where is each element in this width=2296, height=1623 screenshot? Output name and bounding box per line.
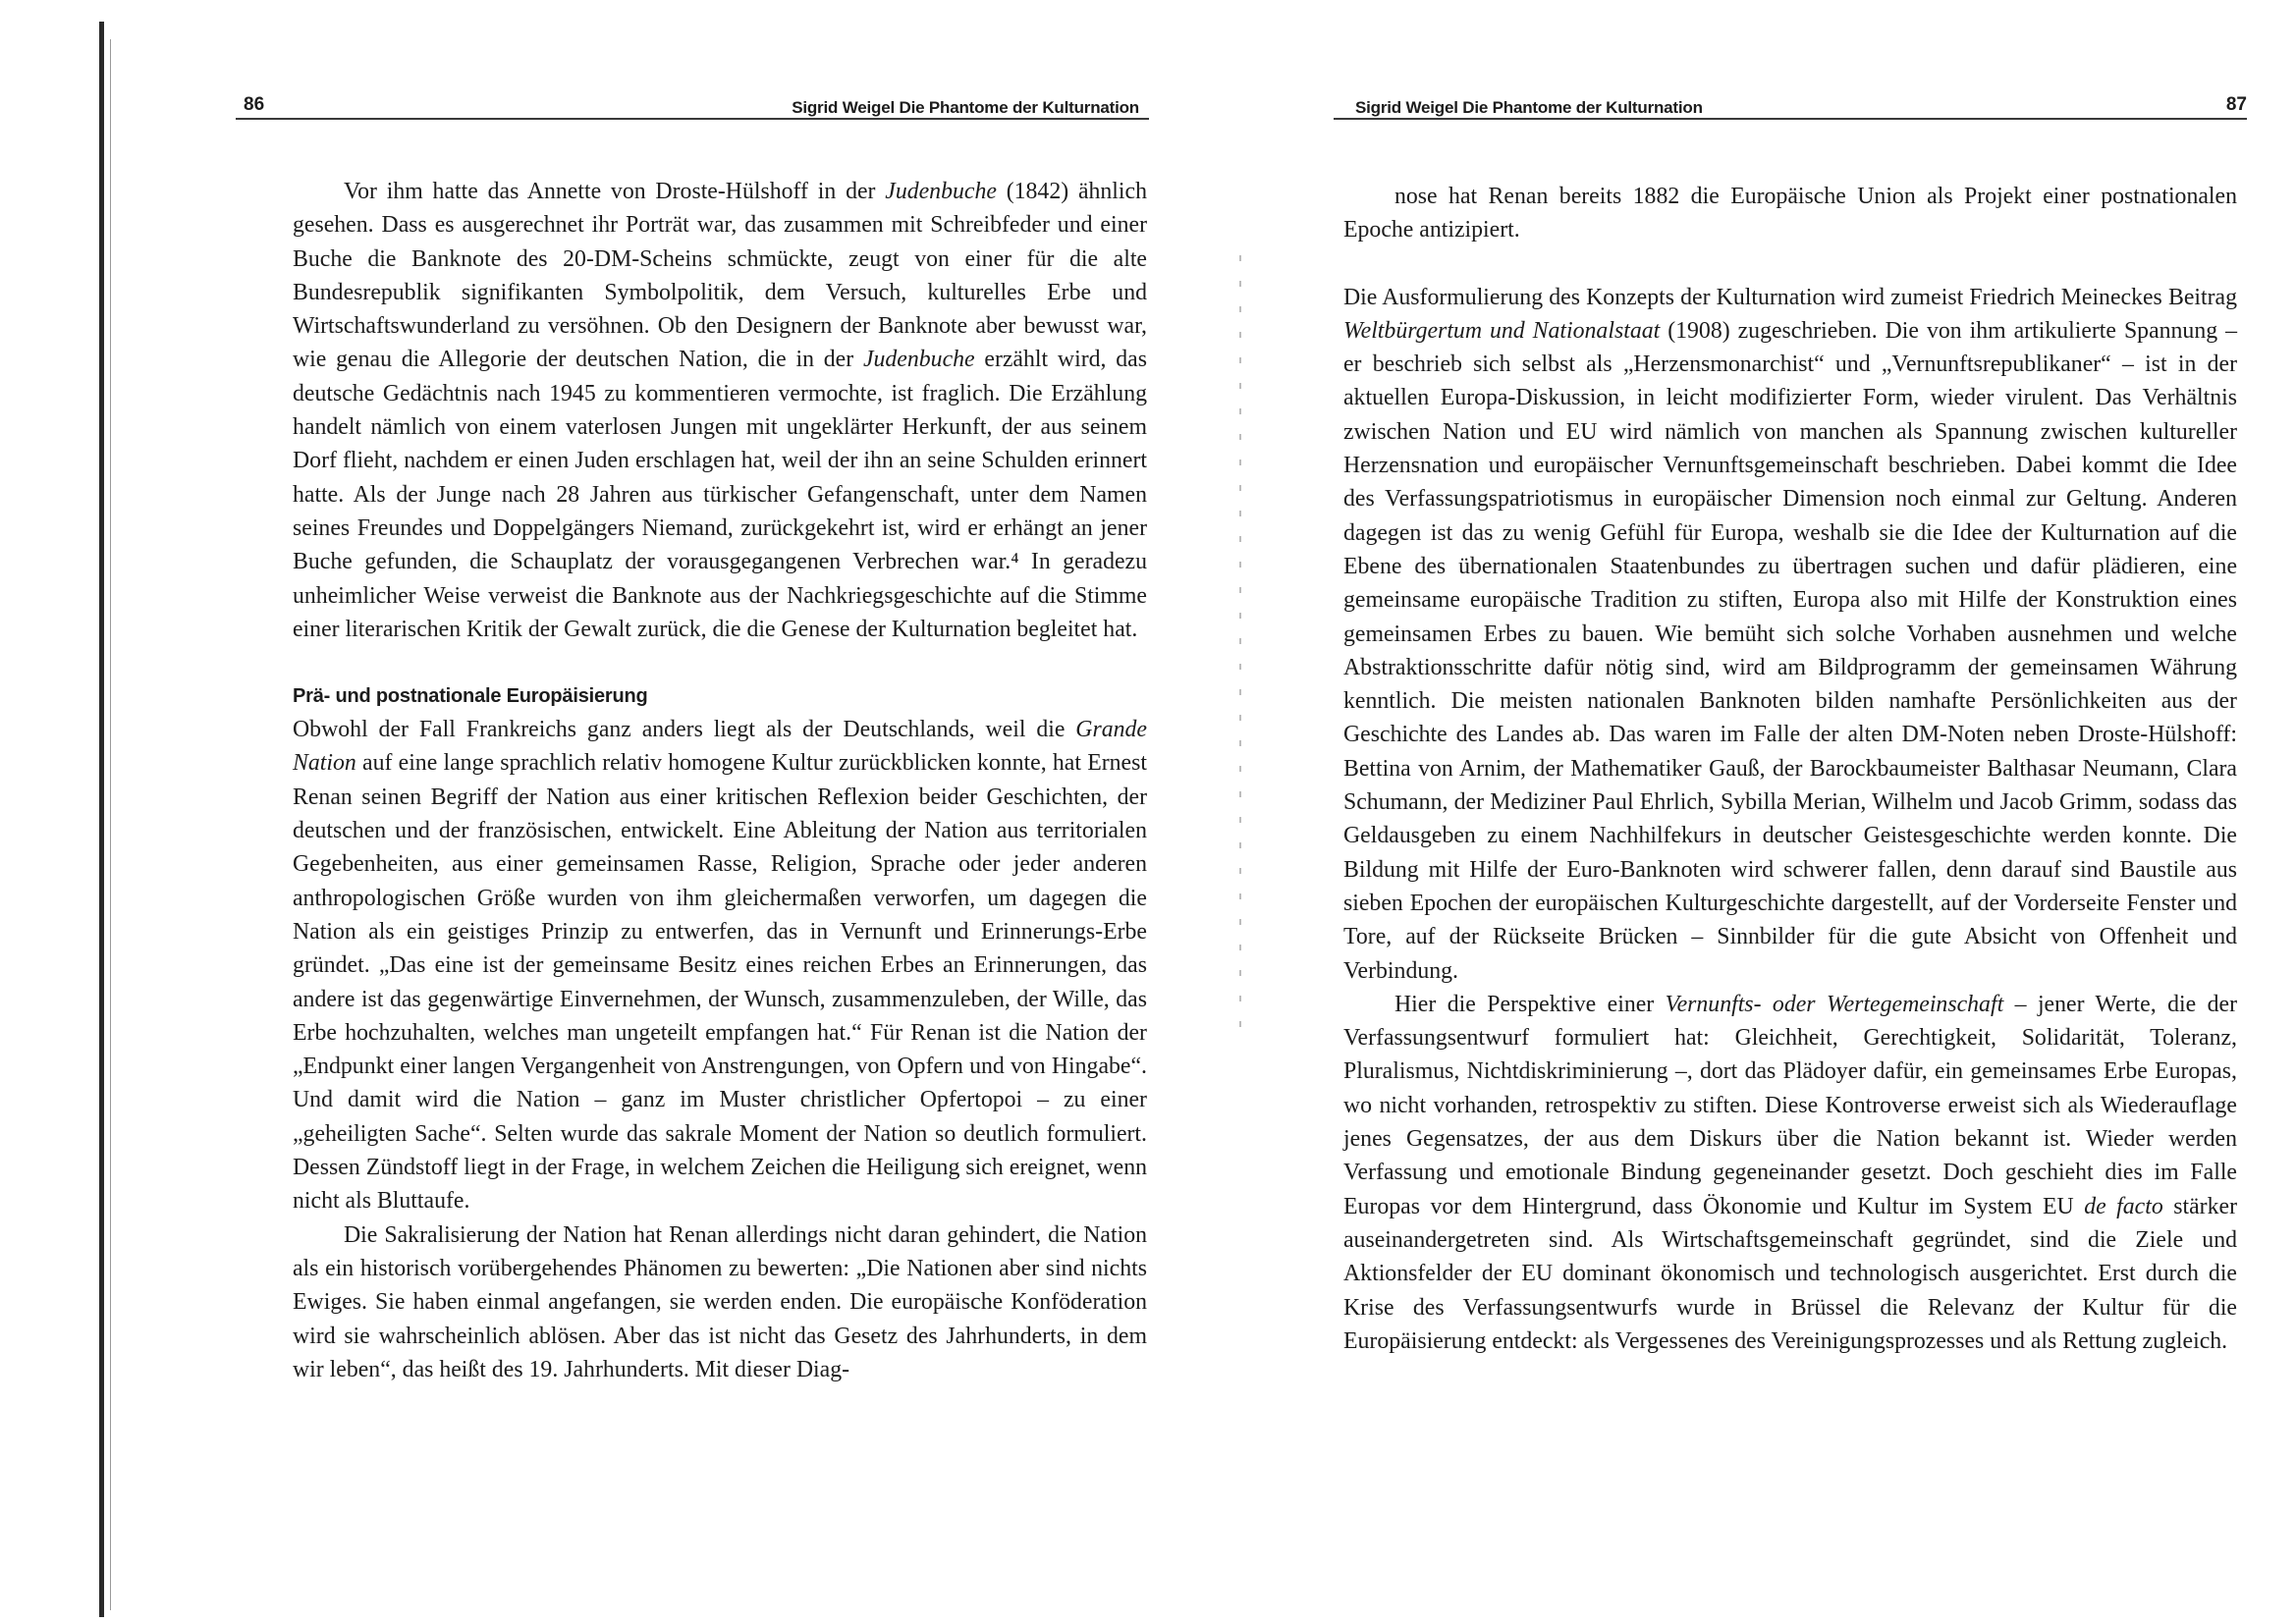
italic-term: Grande Nation [293,717,1147,777]
text-run: Vor ihm hatte das Annette von Droste-Hülshoff in der [344,179,886,204]
text-run: Die Ausformulierung des Konzepts der Kulturnation wird zumeist Friedrich Meineckes Beitrag [1343,284,2237,310]
italic-title: Judenbuche [862,347,975,373]
header-rule [236,118,1149,120]
italic-term: de facto [2084,1193,2163,1219]
running-head-title: Sigrid Weigel Die Phantome der Kulturnation [792,98,1139,117]
italic-term: Vernunfts- oder Wertegemeinschaft [1665,991,2004,1017]
spacer [1343,247,2237,281]
page-number: 87 [2225,94,2247,115]
paragraph [293,175,1147,646]
text-run: – jener Werte, die der Verfassungsentwurf formuliert hat: Gleichheit, Gerechtigkeit, Solidarität, Toleranz, Pluralismus, Nichtdiskriminierung –, dort das Plädoyer dafür, ein gemeinsames Erbe Europas, wo nicht vorhanden, retrospektiv zu stiften. Diese Kontroverse erweist sich als Wiederauflage jenes Gegensatzes, der aus dem Diskurs über die Nation bekannt ist. Wieder werden Verfassung und emotionale Bindung gegeneinander gesetzt. Doch geschieht dies im Falle Europas vor dem Hintergrund, dass Ökonomie und Kultur im System EU [1343,991,2237,1219]
running-header [1343,94,2247,124]
paragraph: nose hat Renan bereits 1882 die Europäische Union als Projekt einer postnationalen Epoche antizipiert. [1343,184,2237,243]
book-gutter [1239,255,1241,1041]
header-rule [1334,118,2247,120]
paragraph [1343,281,2237,988]
scan-edge-line-thin [110,39,111,1610]
text-run: (1908) zugeschrieben. Die von ihm artikulierte Spannung – er beschrieb sich selbst als „Herzensmonarchist“ und „Vernunftsrepublikaner“ – ist in der aktuellen Europa-Diskussion, in leicht modifizierter Form, wieder virulent. Das Verhältnis zwischen Nation und EU wird nämlich von manchen als Spannung zwischen kultureller Herzensnation und europäischer Vernunftsgemeinschaft beschrieben. Dabei kommt die Idee des Verfassungspatriotismus in europäischer Dimension noch einmal zur Geltung. Anderen dagegen ist das zu wenig Gefühl für Europa, weshalb sie die Idee der Kulturnation auf die Ebene des übernationalen Staatenbundes zu übertragen suchen und dafür plädieren, eine gemeinsame europäische Tradition zu stiften, Europa also mit Hilfe der Konstruktion eines gemeinsamen Erbes zu bauen. Wie bemüht sich solche Vorhaben ausnehmen und welche Abstraktionsschritte dafür nötig sind, wird am Bildprogramm der gemeinsamen Währung kenntlich. Die meisten nationalen Banknoten bilden namhafte Persönlichkeiten aus der Geschichte des Landes ab. Das waren im Falle der alten DM-Noten neben Droste-Hülshoff: Bettina von Arnim, der Mathematiker Gauß, der Barockbaumeister Balthasar Neumann, Clara Schumann, der Mediziner Paul Ehrlich, Sybilla Merian, Wilhelm und Jacob Grimm, sodass das Geldausgeben zu einem Nachhilfekurs in deutscher Geistesgeschichte werden konnte. Die Bildung mit Hilfe der Euro-Banknoten wird schwerer fallen, denn darauf sind Baustile aus sieben Epochen der europäischen Kulturgeschichte dargestellt, auf der Vorderseite Fenster und Tore, auf der Rückseite Brücken – Sinnbilder für die gute Absicht von Offenheit und Verbindung. [1343,317,2237,984]
paragraph [293,713,1147,1217]
right-page [1343,0,2247,1623]
scan-edge-line [99,22,104,1617]
italic-title: Weltbürgertum und Nationalstaat [1343,317,1661,344]
italic-title: Judenbuche [885,179,997,204]
text-run: erzählt wird, das deutsche Gedächtnis nach 1945 zu kommentieren vermochte, ist fraglich. Die Erzählung handelt nämlich von einem vaterlosen Jungen mit ungeklärter Herkunft, der aus seinem Dorf flieht, nachdem er einen Juden erschlagen hat, weil der ihn an seine Schulden erinnert hatte. Als der Junge nach 28 Jahren aus türkischer Gefangenschaft, unter dem Namen seines Freundes und Doppelgängers Niemand, zurückgekehrt ist, wird er erhängt an jener Buche gefunden, die Schauplatz der vorausgegangenen Verbrechen war.⁴ In geradezu unheimlicher Weise verweist die Banknote aus der Nachkriegsgeschichte auf die Stimme einer literarischen Kritik der Gewalt zurück, die die Genese der Kulturnation begleitet hat. [293,347,1147,642]
body-text [293,175,1147,1386]
section-heading: Prä- und postnationale Europäisierung [293,685,648,708]
text-run: auf eine lange sprachlich relativ homogene Kultur zurückblicken konnte, hat Ernest Renan seinen Begriff der Nation aus einer kritischen Reflexion beider Geschichten, der deutschen und der französischen, entwickelt. Eine Ableitung der Nation aus territorialen Gegebenheiten, aus einer gemeinsamen Rasse, Religion, Sprache oder jeder anderen anthropologischen Größe wurden von ihm gleichermaßen verworfen, um dagegen die Nation als ein geistiges Prinzip zu entwerfen, das in Vernunft und Erinnerungs-Erbe gründet. „Das eine ist der gemeinsame Besitz eines reichen Erbes an Erinnerungen, das andere ist das gegenwärtige Einvernehmen, der Wunsch, zusammenzuleben, der Wille, das Erbe hochzuhalten, welches man ungeteilt empfangen hat.“ Für Renan ist die Nation der „Endpunkt einer langen Vergangenheit von Anstrengungen, von Opfern und von Hingabe“. Und damit wird die Nation – ganz im Muster christlicher Opfertopoi – zu einer „geheiligten Sache“. Selten wurde das sakrale Moment der Nation so deutlich formuliert. Dessen Zündstoff liegt in der Frage, in welchem Zeichen die Heiligung sich ereignet, wenn nicht als Bluttaufe. [293,750,1147,1215]
left-page [236,0,1147,1623]
text-run: Hier die Perspektive einer [1394,991,1666,1017]
running-head-title: Sigrid Weigel Die Phantome der Kulturnation [1355,98,1703,117]
spacer [293,646,1147,679]
text-run: Obwohl der Fall Frankreichs ganz anders liegt als der Deutschlands, weil die [293,717,1076,743]
running-header [236,94,1147,124]
page-number: 86 [244,94,265,115]
text-run: stärker auseinandergetreten sind. Als Wirtschaftsgemeinschaft gegründet, sind die Ziele und Aktionsfelder der EU dominant ökonomisch und technologisch ausgerichtet. Erst durch die Krise des Verfassungsentwurfs wurde in Brüssel die Relevanz der Kultur für die Europäisierung entdeckt: als Vergessenes des Vereinigungsprozesses und als Rettung zugleich. [1343,1193,2237,1354]
paragraph: Die Sakralisierung der Nation hat Renan allerdings nicht daran gehindert, die Nation als ein historisch vorübergehendes Phänomen zu bewerten: „Die Nationen aber sind nichts Ewiges. Sie haben einmal angefangen, sie werden enden. Die europäische Konföderation wird sie wahrscheinlich ablösen. Aber das ist nicht das Gesetz des Jahrhunderts, in dem wir leben“, das heißt des 19. Jahrhunderts. Mit dieser Diag- [293,1221,1147,1382]
paragraph [1343,988,2237,1358]
body-text [1343,180,2237,1358]
text-run: (1842) ähnlich gesehen. Dass es ausgerechnet ihr Porträt war, das zusammen mit Schreibfeder und einer Buche die Banknote des 20-DM-Scheins schmückte, zeugt von einer für die alte Bundesrepublik signifikanten Symbolpolitik, dem Versuch, kulturelles Erbe und Wirtschaftswunderland zu versöhnen. Ob den Designern der Banknote aber bewusst war, wie genau die Allegorie der deutschen Nation, die in der [293,179,1147,373]
